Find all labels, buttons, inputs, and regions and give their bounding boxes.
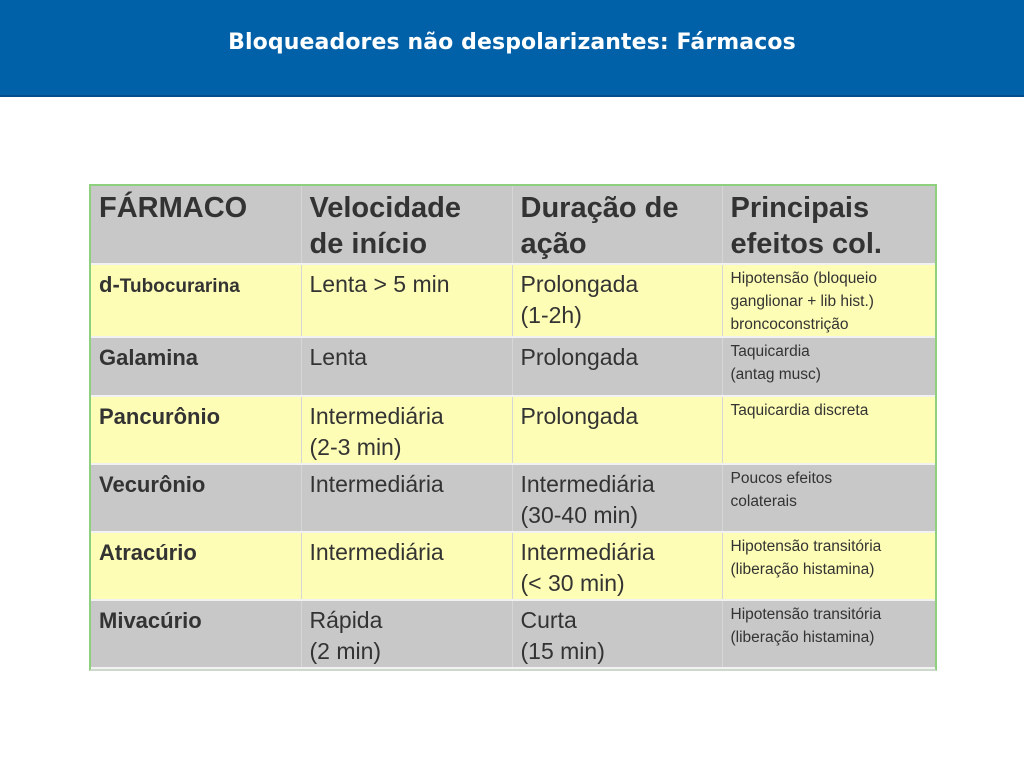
title-bar — [0, 0, 1024, 97]
table-header-row — [91, 186, 935, 264]
effects-line: (antag musc) — [730, 366, 821, 383]
onset-line: (2-3 min) — [309, 434, 402, 460]
duration-cell — [512, 464, 722, 532]
effects-line: ganglionar + lib hist.) — [730, 293, 874, 310]
effects-line: Poucos efeitos — [730, 470, 833, 487]
table-row — [91, 264, 935, 337]
effects-cell — [722, 600, 935, 668]
drug-name: Vecurônio — [99, 472, 206, 497]
header-line: ação — [520, 228, 587, 260]
header-line: Principais — [730, 192, 870, 224]
effects-line: Taquicardia — [730, 343, 810, 360]
duration-line: Intermediária — [520, 471, 655, 497]
duration-line: Prolongada — [520, 271, 639, 297]
effects-cell — [722, 264, 935, 337]
drug-name: Atracúrio — [99, 540, 197, 565]
drug-cell — [91, 337, 301, 396]
effects-line: Taquicardia discreta — [730, 402, 869, 419]
header-line: efeitos col. — [730, 228, 882, 260]
header-duracao — [512, 186, 722, 264]
onset-cell — [301, 337, 512, 396]
effects-cell — [722, 396, 935, 464]
onset-cell — [301, 264, 512, 337]
header-line: FÁRMACO — [99, 192, 248, 224]
duration-cell — [512, 600, 722, 668]
effects-cell — [722, 337, 935, 396]
duration-line: (15 min) — [520, 638, 605, 664]
table-row — [91, 396, 935, 464]
duration-line: (< 30 min) — [520, 570, 625, 596]
header-line: de início — [309, 228, 428, 260]
effects-line: Hipotensão (bloqueio — [730, 270, 877, 287]
duration-cell — [512, 264, 722, 337]
onset-line: Lenta > 5 min — [309, 271, 450, 297]
table-row — [91, 532, 935, 600]
drug-name: Galamina — [99, 345, 199, 370]
drug-name: Tubocurarina — [119, 276, 240, 297]
onset-line: Intermediária — [309, 471, 444, 497]
drug-table — [89, 184, 937, 671]
drug-name: Mivacúrio — [99, 608, 202, 633]
header-efeitos — [722, 186, 935, 264]
effects-cell — [722, 532, 935, 600]
drug-cell — [91, 532, 301, 600]
table-row — [91, 600, 935, 668]
drug-table-grid — [91, 186, 935, 669]
drug-name: Pancurônio — [99, 404, 221, 429]
duration-cell — [512, 532, 722, 600]
header-velocidade — [301, 186, 512, 264]
drug-cell — [91, 600, 301, 668]
onset-line: Intermediária — [309, 539, 444, 565]
drug-cell — [91, 396, 301, 464]
slide-title: Bloqueadores não despolarizantes: Fármacos — [228, 30, 796, 55]
onset-line: Lenta — [309, 344, 368, 370]
effects-line: broncoconstrição — [730, 316, 849, 333]
onset-cell — [301, 600, 512, 668]
onset-cell — [301, 532, 512, 600]
onset-line: (2 min) — [309, 638, 382, 664]
onset-line: Rápida — [309, 607, 383, 633]
onset-cell — [301, 396, 512, 464]
drug-cell — [91, 264, 301, 337]
table-row — [91, 337, 935, 396]
duration-cell — [512, 396, 722, 464]
drug-prefix: d- — [99, 272, 120, 297]
duration-line: (1-2h) — [520, 302, 582, 328]
duration-cell — [512, 337, 722, 396]
effects-line: Hipotensão transitória — [730, 606, 882, 623]
table-row — [91, 464, 935, 532]
duration-line: Intermediária — [520, 539, 655, 565]
duration-line: (30-40 min) — [520, 502, 639, 528]
header-farmaco — [91, 186, 301, 264]
drug-cell — [91, 464, 301, 532]
header-line: Velocidade — [309, 192, 462, 224]
duration-line: Prolongada — [520, 344, 639, 370]
effects-line: Hipotensão transitória — [730, 538, 882, 555]
effects-line: (liberação histamina) — [730, 561, 875, 578]
header-line: Duração de — [520, 192, 679, 224]
onset-cell — [301, 464, 512, 532]
effects-line: colaterais — [730, 493, 797, 510]
effects-line: (liberação histamina) — [730, 629, 875, 646]
effects-cell — [722, 464, 935, 532]
duration-line: Curta — [520, 607, 577, 633]
onset-line: Intermediária — [309, 403, 444, 429]
duration-line: Prolongada — [520, 403, 639, 429]
